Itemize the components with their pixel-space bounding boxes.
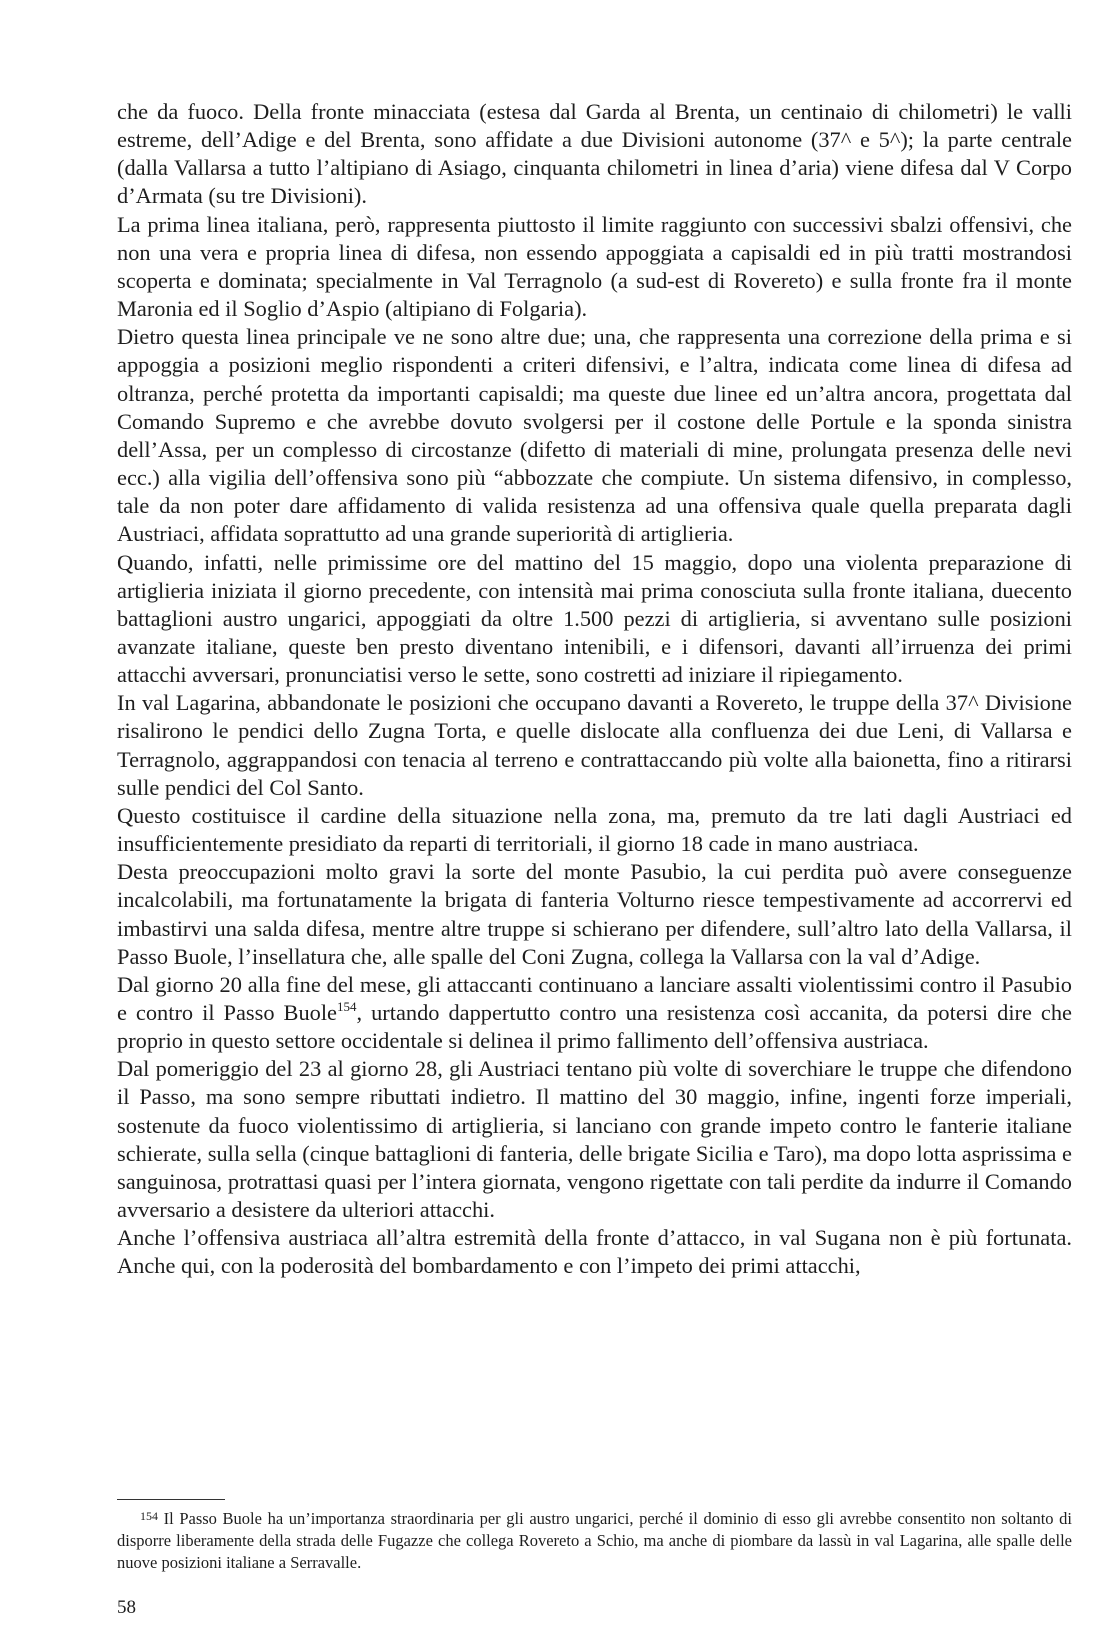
body-text [117, 98, 1072, 1281]
paragraph-5: In val Lagarina, abbandonate le posizioni che occupano davanti a Rovereto, le truppe della 37^ Divisione risalirono le pendici dello Zugna Torta, e quelle dislocate alla confluenza dei due Leni, di Vallarsa e Terragnolo, aggrappandosi con tenacia al terreno e contrattaccando più volte alla baionetta, fino a ritirarsi sulle pendici del Col Santo. [117, 690, 1072, 800]
paragraph-9: Dal pomeriggio del 23 al giorno 28, gli Austriaci tentano più volte di soverchiare le truppe che difendono il Passo, ma sono sempre ributtati indietro. Il mattino del 30 maggio, infine, ingenti forze imperiali, sostenute da fuoco violentissimo di artiglieria, si lanciano con grande impeto contro le fanterie italiane schierate, sulla sella (cinque battaglioni di fanteria, delle brigate Sicilia e Taro), ma dopo lotta asprissima e sanguinosa, protrattasi quasi per l’intera giornata, vengono rigettate con tali perdite da indurre il Comando avversario a desistere da ulteriori attacchi. [117, 1056, 1072, 1223]
footnote-number: 154 [140, 1509, 158, 1523]
page-number: 58 [117, 1597, 136, 1618]
paragraph-8-before: Dal giorno 20 alla fine del mese, gli attaccanti continuano a lanciare assalti violentissimi contro il Pasubio e contro il Passo Buole [117, 971, 1072, 1025]
paragraph-4: Quando, infatti, nelle primissime ore del mattino del 15 maggio, dopo una violenta preparazione di artiglieria iniziata il giorno precedente, con intensità mai prima conosciuta sulla fronte italiana, duecento battaglioni austro ungarici, appoggiati da oltre 1.500 pezzi di artiglieria, si avventano sulle posizioni avanzate italiane, queste ben presto diventano intenibili, e i difensori, davanti all’irruenza dei primi attacchi avversari, pronunciatisi verso le sette, sono costretti ad iniziare il ripiegamento. [117, 549, 1072, 688]
paragraph-1: che da fuoco. Della fronte minacciata (estesa dal Garda al Brenta, un centinaio di chilometri) le valli estreme, dell’Adige e del Brenta, sono affidate a due Divisioni autonome (37^ e 5^); la parte centrale (dalla Vallarsa a tutto l’altipiano di Asiago, cinquanta chilometri in linea d’aria) viene difesa dal V Corpo d’Armata (su tre Divisioni). [117, 99, 1072, 209]
paragraph-8 [117, 971, 1072, 1055]
footnote-divider [117, 1499, 225, 1500]
paragraph-10: Anche l’offensiva austriaca all’altra estremità della fronte d’attacco, in val Sugana non è più fortunata. Anche qui, con la poderosità del bombardamento e con l’impeto dei primi attacchi, [117, 1225, 1072, 1279]
page-body [117, 98, 1072, 1281]
paragraph-2: La prima linea italiana, però, rappresenta piuttosto il limite raggiunto con successivi sbalzi offensivi, che non una vera e propria linea di difesa, non essendo appoggiata a capisaldi ed in più tratti mostrandosi scoperta e dominata; specialmente in Val Terragnolo (a sud-est di Rovereto) e sulla fronte fra il monte Maronia ed il Soglio d’Aspio (altipiano di Folgaria). [117, 211, 1072, 322]
paragraph-8-after: , urtando dappertutto contro una resistenza così accanita, da potersi dire che proprio in questo settore occidentale si delinea il primo fallimento dell’offensiva austriaca. [117, 1000, 1072, 1054]
footnote [117, 1505, 1072, 1574]
paragraph-3: Dietro questa linea principale ve ne sono altre due; una, che rappresenta una correzione della prima e si appoggia a posizioni meglio rispondenti a criteri difensivi, e l’altra, indicata come linea di difesa ad oltranza, perché protetta da importanti capisaldi; ma queste due linee ed un’altra ancora, progettata dal Comando Supremo e che avrebbe dovuto svolgersi per il costone delle Portule e la sponda sinistra dell’Assa, per un complesso di circostanze (difetto di materiali di mine, prolungata presenza delle nevi ecc.) alla vigilia dell’offensiva sono più “abbozzate che compiute. Un sistema difensivo, in complesso, tale da non poter dare affidamento di valida resistenza ad una offensiva quale quella preparata dagli Austriaci, affidata soprattutto ad una grande superiorità di artiglieria. [117, 324, 1072, 547]
paragraph-7: Desta preoccupazioni molto gravi la sorte del monte Pasubio, la cui perdita può avere conseguenze incalcolabili, ma fortunatamente la brigata di fanteria Volturno riesce tempestivamente ad accorrervi ed imbastirvi una salda difesa, mentre altre truppe si schierano per difendere, sull’altro lato della Vallarsa, il Passo Buole, l’insellatura che, alle spalle del Coni Zugna, collega la Vallarsa con la val d’Adige. [117, 859, 1072, 969]
paragraph-6: Questo costituisce il cardine della situazione nella zona, ma, premuto da tre lati dagli Austriaci ed insufficientemente presidiato da reparti di territoriali, il giorno 18 cade in mano austriaca. [117, 802, 1072, 857]
footnote-text: Il Passo Buole ha un’importanza straordinaria per gli austro ungarici, perché il dominio di esso gli avrebbe consentito non soltanto di disporre liberamente della strada delle Fugazze che collega Rovereto a Schio, ma anche di piombare da lassù in val Lagarina, alle spalle delle nuove posizioni italiane a Serravalle. [117, 1509, 1072, 1572]
footnote-reference[interactable]: 154 [337, 999, 357, 1014]
